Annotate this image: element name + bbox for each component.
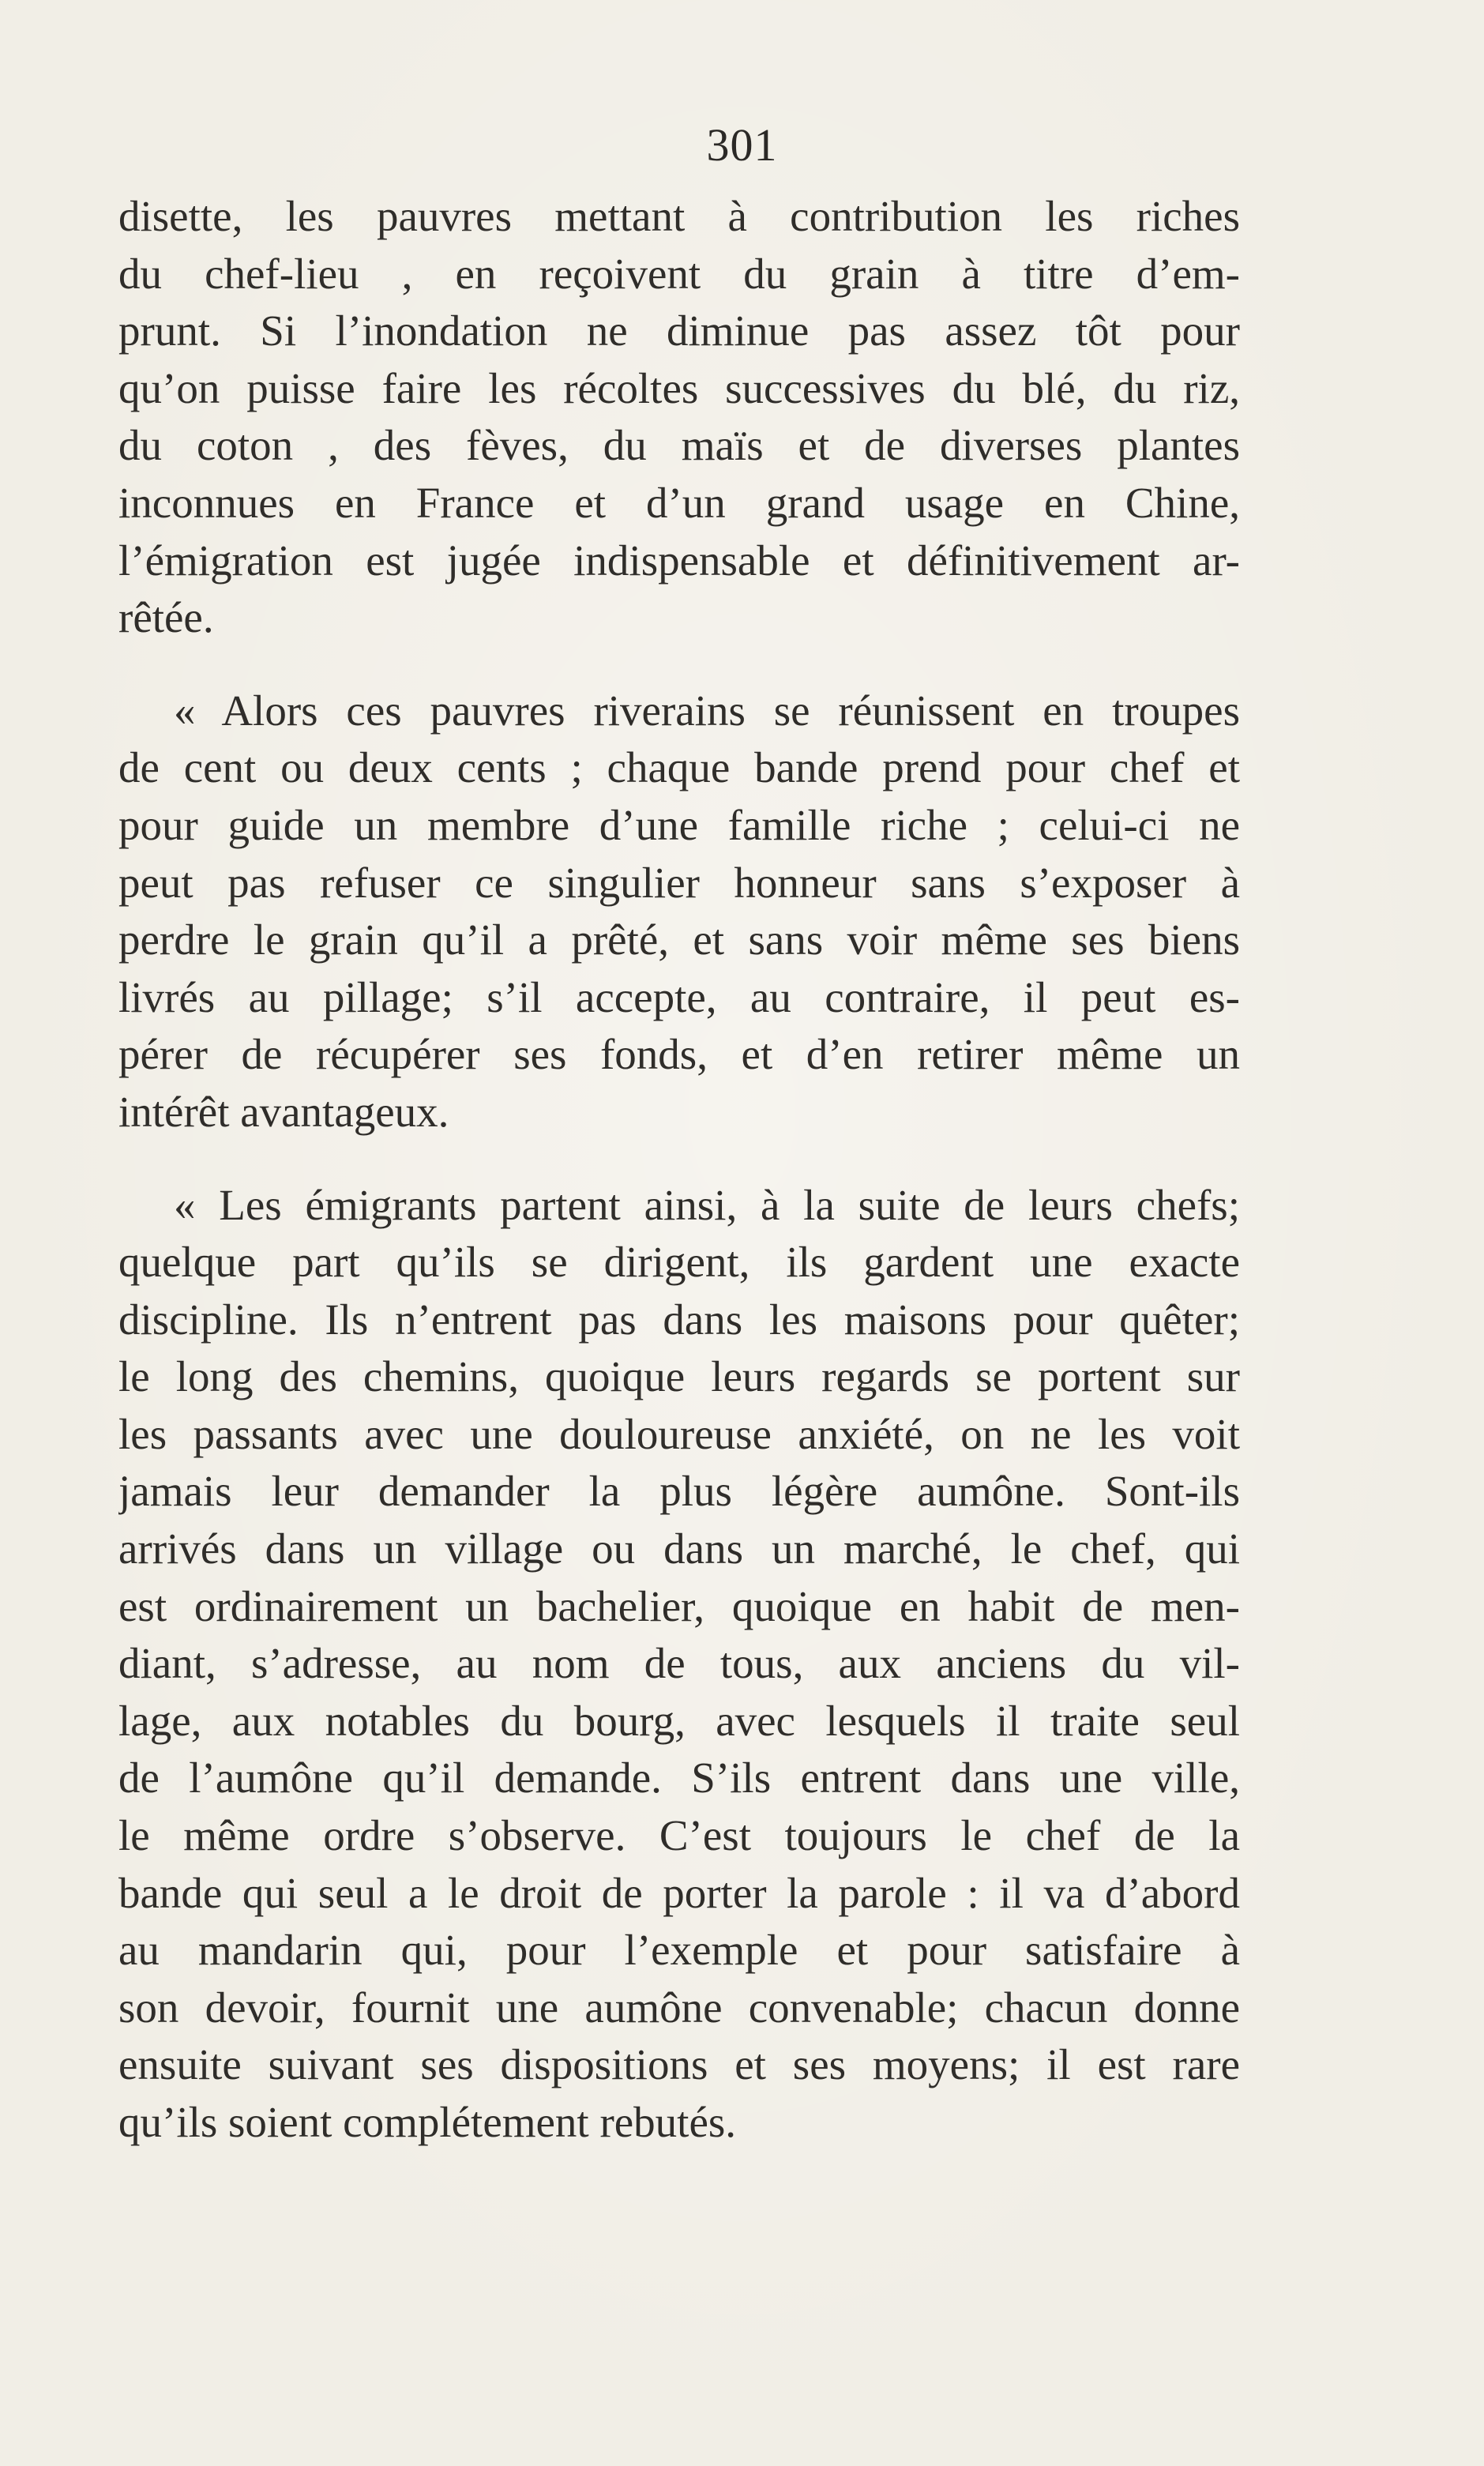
text-line: discipline. Ils n’entrent pas dans les maisons pour quêter; [118,1295,1240,1344]
text-line: disette, les pauvres mettant à contribution les riches [118,192,1240,240]
text-line: inconnues en France et d’un grand usage en Chine, [118,478,1240,527]
page-number: 301 [706,119,778,171]
text-line: les passants avec une douloureuse anxiété, on ne les voit [118,1409,1240,1458]
text-line: le même ordre s’observe. C’est toujours le chef de la [118,1811,1240,1860]
text-line: qu’on puisse faire les récoltes successives du blé, du riz, [118,363,1240,412]
paragraph [118,1177,1240,2152]
text-line: pour guide un membre d’une famille riche ; celui-ci ne [118,800,1240,849]
text-line: quelque part qu’ils se dirigent, ils gardent une exacte [118,1238,1240,1287]
paragraph [118,682,1240,1141]
paragraph [118,188,1240,647]
text-line: diant, s’adresse, au nom de tous, aux anciens du vil- [118,1639,1240,1688]
paragraph-gap [118,647,1240,682]
body-text [118,188,1240,2152]
text-line: peut pas refuser ce singulier honneur sans s’exposer à [118,858,1240,907]
text-line: rêtée. [118,593,214,642]
text-line: pérer de récupérer ses fonds, et d’en retirer même un [118,1030,1240,1079]
text-line: lage, aux notables du bourg, avec lesquels il traite seul [118,1696,1240,1745]
text-line: du chef-lieu , en reçoivent du grain à titre d’em- [118,249,1240,298]
text-line: qu’ils soient complétement rebutés. [118,2098,737,2146]
text-line: du coton , des fèves, du maïs et de diverses plantes [118,421,1240,470]
text-line: « Les émigrants partent ainsi, à la suite de leurs chefs; [174,1180,1240,1229]
text-line: le long des chemins, quoique leurs regards se portent sur [118,1352,1240,1401]
text-line: de cent ou deux cents ; chaque bande prend pour chef et [118,743,1240,792]
text-line: jamais leur demander la plus légère aumône. Sont-ils [118,1467,1240,1516]
text-line: prunt. Si l’inondation ne diminue pas assez tôt pour [118,306,1240,355]
text-line: au mandarin qui, pour l’exemple et pour satisfaire à [118,1926,1240,1975]
text-line: ensuite suivant ses dispositions et ses moyens; il est rare [118,2040,1240,2089]
text-line: livrés au pillage; s’il accepte, au contraire, il peut es- [118,972,1240,1021]
text-line: arrivés dans un village ou dans un marché, le chef, qui [118,1524,1240,1573]
text-line: de l’aumône qu’il demande. S’ils entrent dans une ville, [118,1754,1240,1803]
text-line: intérêt avantageux. [118,1087,449,1136]
paragraph-gap [118,1141,1240,1177]
text-line: perdre le grain qu’il a prêté, et sans voir même ses biens [118,915,1240,964]
text-line: bande qui seul a le droit de porter la parole : il va d’abord [118,1868,1240,1917]
text-line: est ordinairement un bachelier, quoique en habit de men- [118,1581,1240,1630]
text-line: « Alors ces pauvres riverains se réunissent en troupes [174,686,1240,735]
text-line: son devoir, fournit une aumône convenable; chacun donne [118,1983,1240,2032]
text-line: l’émigration est jugée indispensable et définitivement ar- [118,536,1240,585]
